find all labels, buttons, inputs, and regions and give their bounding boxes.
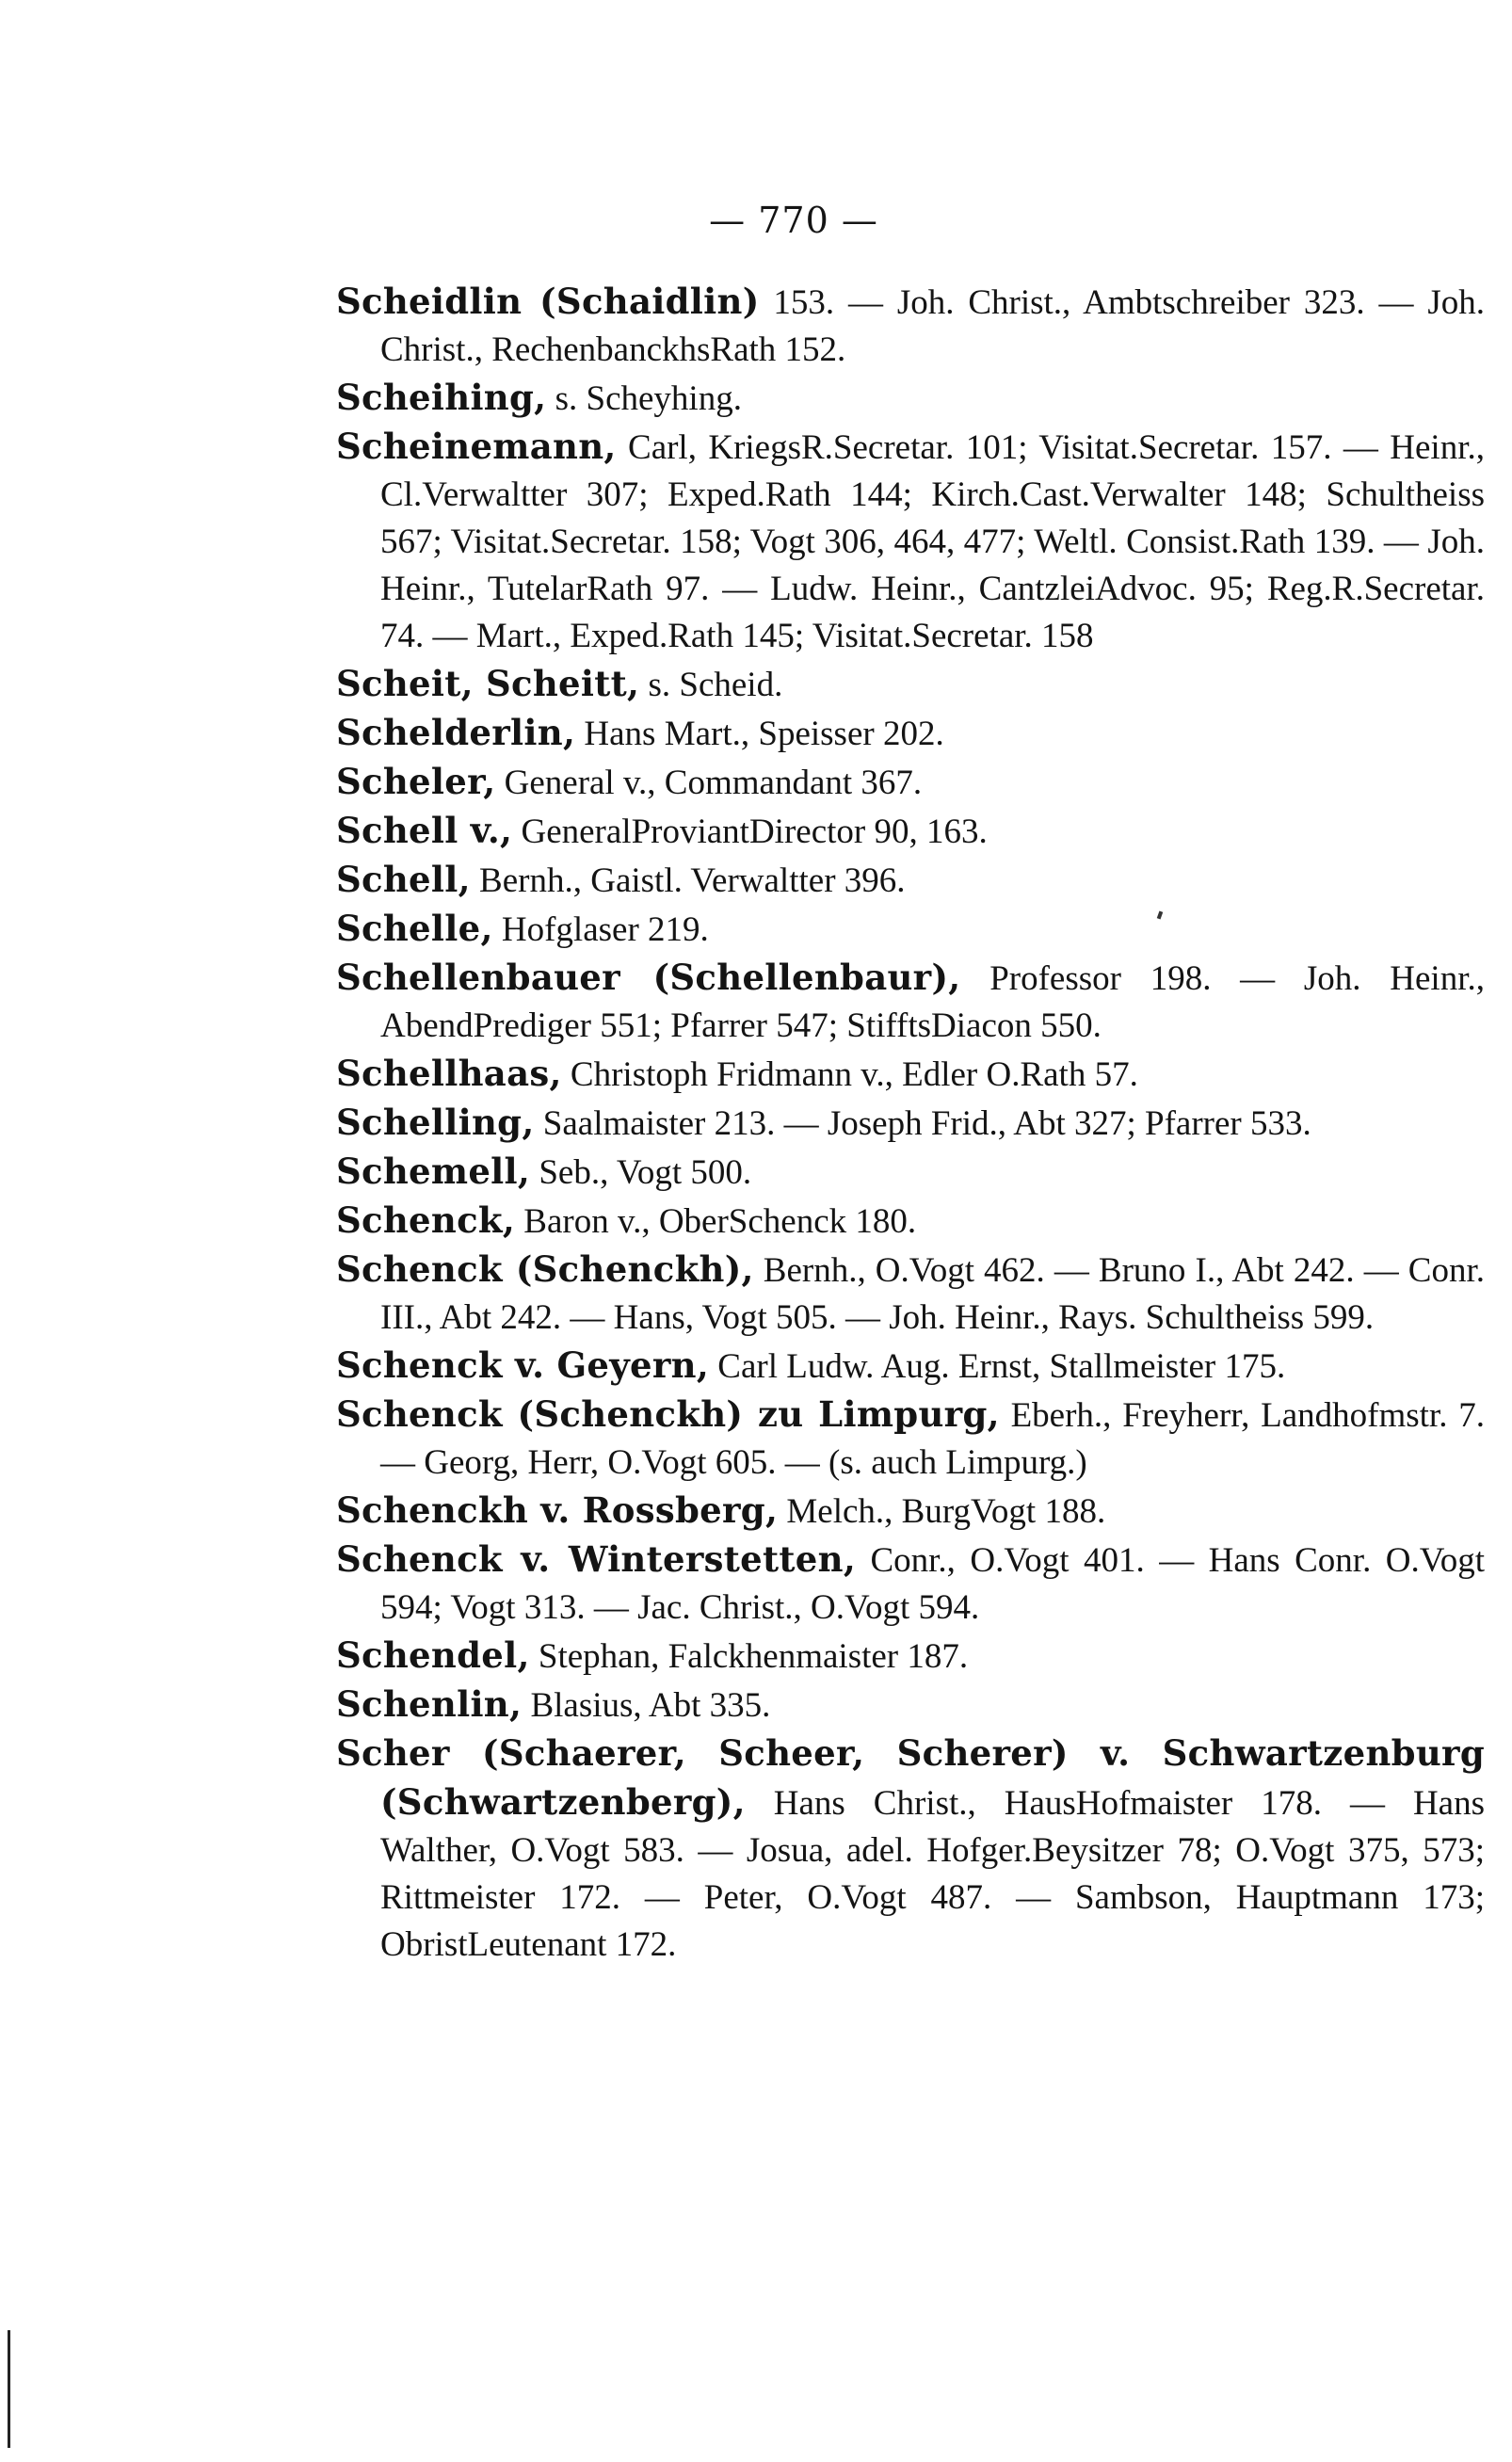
entry-text: Stephan, Falckhenmaister 187. — [529, 1637, 969, 1676]
entry-text: Eberh., Freyherr, Landhofmstr. 7. — Georg, Herr, O.Vogt 605. — (s. auch Limpurg.) — [380, 1396, 1485, 1482]
register-entry — [336, 1632, 1485, 1681]
entry-heading: Schenck (Schenckh), — [336, 1248, 754, 1290]
entry-heading: Schelling, — [336, 1102, 535, 1143]
register-entry — [336, 1391, 1485, 1487]
entry-heading: Schenckh v. Rossberg, — [336, 1489, 779, 1531]
register-entry — [336, 1246, 1485, 1342]
entry-heading: Schell, — [336, 859, 471, 900]
register-entry — [336, 758, 1485, 807]
entry-heading: Scheit, Scheitt, — [336, 663, 640, 704]
entry-heading: Scheinemann, — [336, 426, 617, 467]
entry-text: s. Scheid. — [639, 666, 783, 704]
register-entry — [336, 1681, 1485, 1730]
register-entry — [336, 1536, 1485, 1632]
entry-heading: Schenck v. Geyern, — [336, 1344, 710, 1386]
entry-text: GeneralProviantDirector 90, 163. — [512, 813, 988, 851]
register-entry — [336, 1730, 1485, 1969]
register-entry — [336, 807, 1485, 856]
register-entry — [336, 278, 1485, 374]
register-entry — [336, 856, 1485, 905]
entry-text: Saalmaister 213. — Joseph Frid., Abt 327; Pfarrer 533. — [534, 1104, 1311, 1143]
register-entry — [336, 954, 1485, 1050]
entry-heading: Scheidlin (Schaidlin) — [336, 281, 760, 322]
entry-heading: Scher (Schaerer, Scheer, Scherer) v. Schwartzenburg (Schwartzenberg), — [336, 1732, 1485, 1823]
entry-heading: Scheihing, — [336, 377, 547, 418]
entry-text: Melch., BurgVogt 188. — [778, 1492, 1106, 1531]
entry-heading: Schenlin, — [336, 1683, 523, 1725]
entry-text: Conr., O.Vogt 401. — Hans Conr. O.Vogt 594; Vogt 313. — Jac. Christ., O.Vogt 594. — [380, 1541, 1485, 1627]
register-entries — [336, 278, 1485, 1969]
entry-heading: Schemell, — [336, 1151, 531, 1192]
register-entry — [336, 709, 1485, 758]
entry-heading: Schenck (Schenckh) zu Limpurg, — [336, 1393, 1000, 1435]
entry-heading: Scheler, — [336, 761, 496, 802]
entry-text: Hofglaser 219. — [492, 910, 709, 949]
entry-text: 153. — Joh. Christ., Ambtschreiber 323. — Joh. Christ., RechenbanckhsRath 152. — [380, 283, 1485, 369]
entry-heading: Schelle, — [336, 908, 493, 949]
entry-text: Christoph Fridmann v., Edler O.Rath 57. — [561, 1055, 1138, 1094]
entry-text: Carl, KriegsR.Secretar. 101; Visitat.Secretar. 157. — Heinr., Cl.Verwaltter 307; Exped.Rath 144; Kirch.Cast.Verwalter 148; Schultheiss 567; Visitat.Secretar. 158; Vogt 306, 464, 477; Weltl. Consist.Rath 139. — Joh. Heinr., TutelarRath 97. — Ludw. Heinr., CantzleiAdvoc. 95; Reg.R.Secretar. 74. — Mart., Exped.Rath 145; Visitat.Secretar. 158 — [380, 428, 1485, 655]
entry-text: Hans Mart., Speisser 202. — [575, 715, 944, 753]
entry-heading: Schendel, — [336, 1634, 530, 1676]
register-entry — [336, 1487, 1485, 1536]
entry-text: Bernh., O.Vogt 462. — Bruno I., Abt 242. — Conr. III., Abt 242. — Hans, Vogt 505. — Joh. Heinr., Rays. Schultheiss 599. — [380, 1251, 1485, 1337]
entry-text: General v., Commandant 367. — [495, 764, 923, 802]
entry-heading: Schell v., — [336, 810, 513, 851]
entry-text: s. Scheyhing. — [546, 379, 742, 418]
entry-heading: Schellhaas, — [336, 1053, 562, 1094]
page-number: — 770 — — [709, 200, 878, 241]
register-entry — [336, 905, 1485, 954]
entry-text: Carl Ludw. Aug. Ernst, Stallmeister 175. — [709, 1347, 1286, 1386]
register-entry — [336, 1342, 1485, 1391]
entry-heading: Schenck v. Winterstetten, — [336, 1538, 857, 1580]
entry-text: Professor 198. — Joh. Heinr., AbendPrediger 551; Pfarrer 547; StifftsDiacon 550. — [380, 959, 1485, 1045]
register-entry — [336, 1197, 1485, 1246]
register-entry — [336, 660, 1485, 709]
entry-text: Seb., Vogt 500. — [530, 1153, 752, 1192]
register-entry — [336, 1148, 1485, 1197]
entry-heading: Schenck, — [336, 1199, 516, 1241]
register-entry — [336, 1050, 1485, 1099]
scan-edge-mark — [8, 2330, 10, 2448]
entry-text: Bernh., Gaistl. Verwaltter 396. — [470, 861, 906, 900]
entry-heading: Schelderlin, — [336, 712, 576, 753]
register-entry — [336, 423, 1485, 660]
entry-text: Baron v., OberSchenck 180. — [515, 1202, 917, 1241]
entry-text: Hans Christ., HausHofmaister 178. — Hans Walther, O.Vogt 583. — Josua, adel. Hofger.Beysitzer 78; O.Vogt 375, 573; Rittmeister 172. — Peter, O.Vogt 487. — Sambson, Hauptmann 173; ObristLeutenant 172. — [380, 1784, 1485, 1964]
register-entry — [336, 1099, 1485, 1148]
register-entry — [336, 374, 1485, 423]
entry-heading: Schellenbauer (Schellenbaur), — [336, 957, 961, 998]
entry-text: Blasius, Abt 335. — [522, 1686, 771, 1725]
